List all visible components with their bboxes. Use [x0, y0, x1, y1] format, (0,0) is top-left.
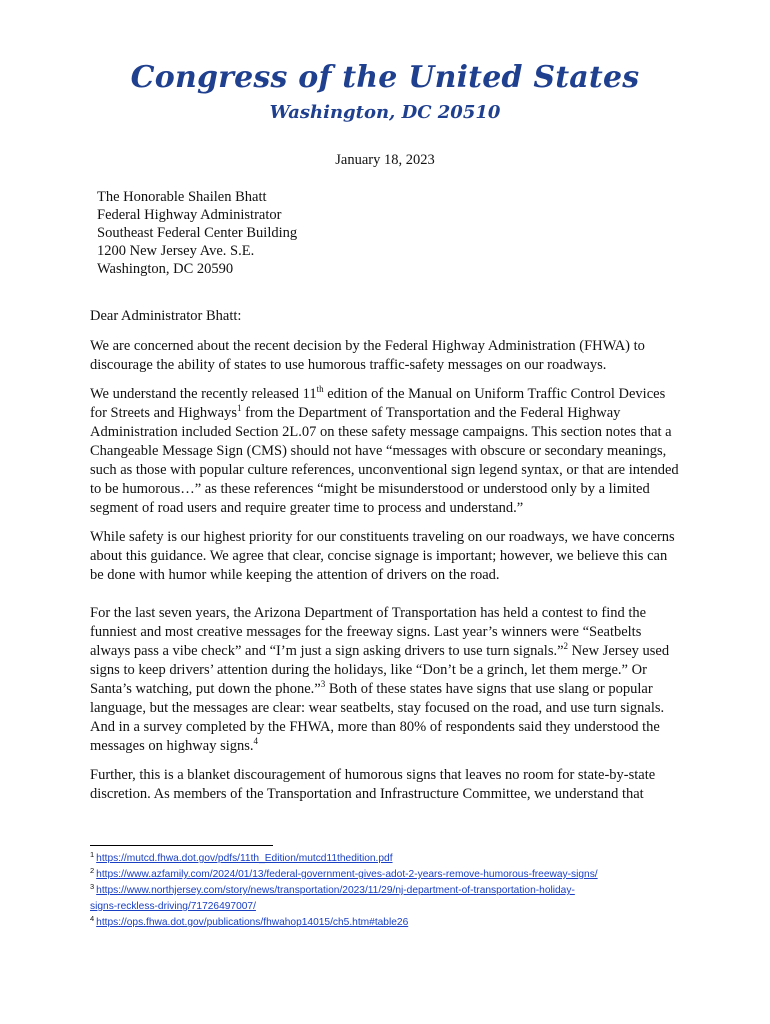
footnote-link[interactable]: https://ops.fhwa.dot.gov/publications/fhwahop14015/ch5.htm#table26: [96, 917, 409, 928]
letterhead-title: Congress of the United States: [130, 60, 640, 95]
ordinal-suffix: th: [316, 384, 324, 395]
letterhead: [0, 56, 770, 128]
paragraph-5: Further, this is a blanket discouragement of humorous signs that leaves no room for state-by-state discretion. As members of the Transportation and Infrastructure Committee, we understand that: [90, 767, 656, 802]
recipient-address: [97, 188, 297, 278]
address-line: Federal Highway Administrator: [97, 207, 282, 223]
address-line: The Honorable Shailen Bhatt: [97, 189, 267, 205]
paragraph-4: [90, 604, 680, 756]
footnote-link[interactable]: https://mutcd.fhwa.dot.gov/pdfs/11th_Edition/mutcd11thedition.pdf: [96, 853, 393, 864]
paragraph-3: While safety is our highest priority for our constituents traveling on our roadways, we have concerns about this guidance. We agree that clear, concise signage is important; however, we believe this can be done with humor while keeping the attention of drivers on the road.: [90, 529, 675, 583]
footnotes: [90, 851, 690, 931]
footnote-link[interactable]: https://www.northjersey.com/story/news/transportation/2023/11/29/nj-department-of-transportation-holiday-: [96, 885, 575, 896]
footnote-ref-2[interactable]: 2: [563, 641, 569, 652]
footnote-item: [90, 915, 690, 931]
footnote-item-continued: [90, 899, 690, 915]
footnote-item: [90, 851, 690, 867]
footnote-ref-3[interactable]: 3: [320, 679, 326, 690]
footnote-item: [90, 867, 690, 883]
footnote-number: 3: [90, 881, 95, 891]
letter-body: [90, 307, 680, 814]
footnote-item: [90, 883, 690, 899]
footnote-link-continued[interactable]: signs-reckless-driving/71726497007/: [90, 901, 256, 912]
paragraph-2: [90, 385, 680, 518]
address-line: Washington, DC 20590: [97, 261, 234, 277]
footnote-ref-1[interactable]: 1: [236, 403, 242, 414]
address-line: 1200 New Jersey Ave. S.E.: [97, 243, 255, 259]
footnote-ref-4[interactable]: 4: [253, 736, 259, 747]
letter-date: January 18, 2023: [335, 152, 435, 168]
paragraph-4-text-c: Both of these states have signs that use slang or popular language, but the messages are clear: wear seatbelts, stay focused on the road, and use turn signals. And in a survey completed by the FHWA, more than 80% of respondents said they understood the messages on highway signs.: [90, 681, 665, 754]
paragraph-1: We are concerned about the recent decision by the Federal Highway Administration (FHWA) to discourage the ability of states to use humorous traffic-safety messages on our roadways.: [90, 338, 645, 373]
footnote-number: 2: [90, 865, 95, 875]
footnote-number: 1: [90, 849, 95, 859]
address-line: Southeast Federal Center Building: [97, 225, 298, 241]
footnote-number: 4: [90, 913, 95, 923]
paragraph-4-text-a: For the last seven years, the Arizona Department of Transportation has held a contest to find the funniest and most creative messages for the freeway signs. Last year’s winners were “Seatbelts always pass a vibe check” and “I’m just a sign asking drivers to use turn signals.”: [90, 605, 647, 659]
paragraph-2-text-a: We understand the recently released 11: [90, 386, 317, 402]
footnote-link[interactable]: https://www.azfamily.com/2024/01/13/federal-government-gives-adot-2-years-remove-humorous-freeway-signs/: [96, 869, 598, 880]
footnote-divider: [90, 845, 273, 846]
salutation: Dear Administrator Bhatt:: [90, 308, 242, 324]
paragraph-2-text-c: from the Department of Transportation and the Federal Highway Administration included Section 2L.07 on these safety message campaigns. This section notes that a Changeable Message Sign (CMS) should not have “messages with obscure or secondary meanings, such as those with popular culture references, unconventional sign legend syntax, or that are intended to be humorous…” as these references “might be misunderstood or understood only by a limited segment of road users and require greater time to process and understand.”: [90, 405, 679, 516]
letterhead-subtitle: Washington, DC 20510: [269, 102, 501, 123]
paragraph-2-text-b: edition of the Manual on Uniform Traffic Control Devices for Streets and Highways: [90, 386, 666, 421]
paragraph-4-text-b: New Jersey used signs to keep drivers’ attention during the holidays, like “Don’t be a grinch, let them merge.” Or Santa’s watching, put down the phone.”: [90, 643, 670, 697]
